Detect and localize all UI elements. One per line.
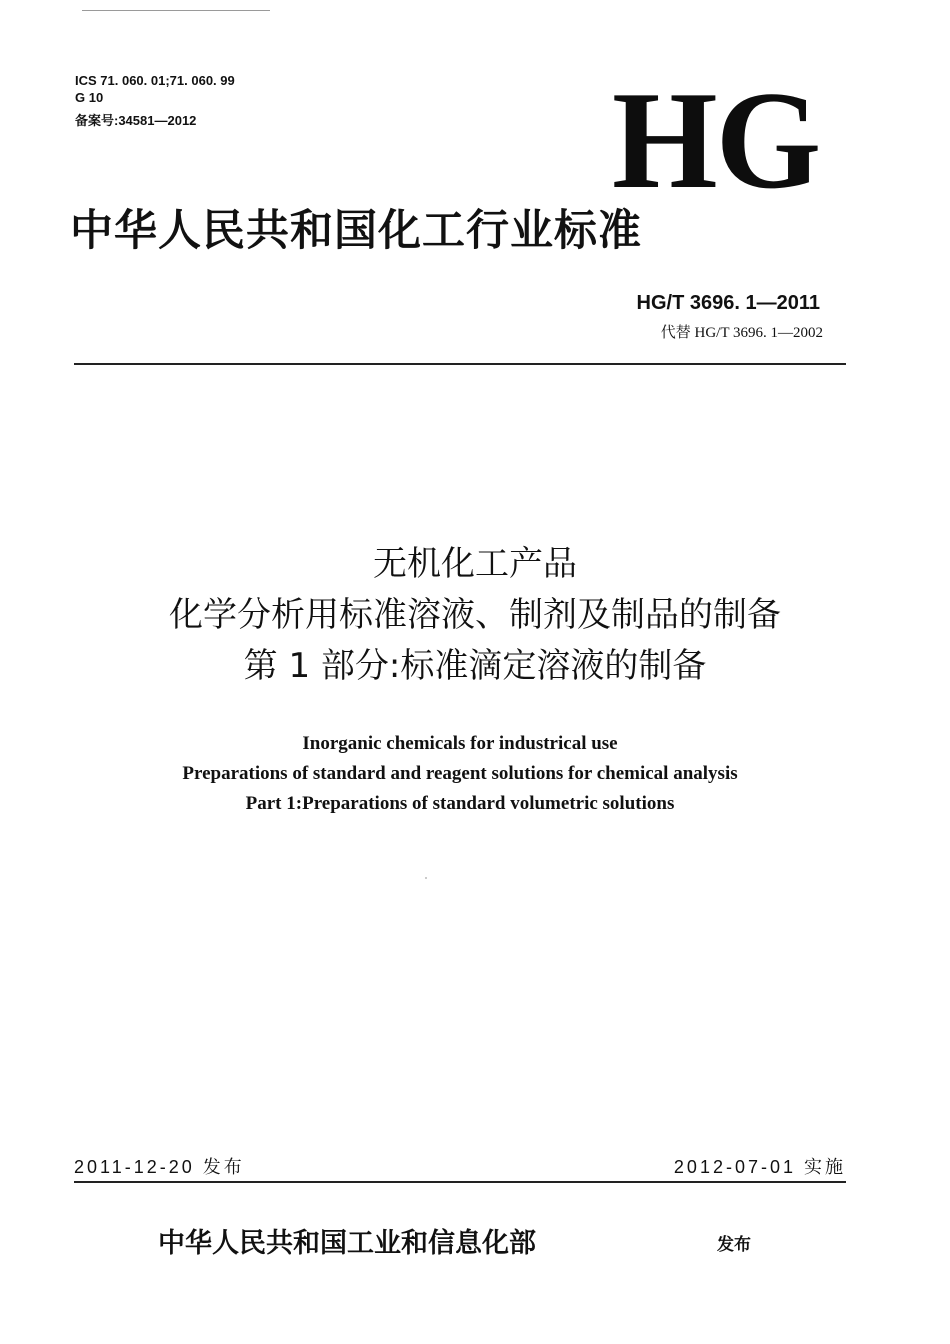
issue-date: 2011-12-20 发布 [74,1157,245,1177]
record-number: 备案号:34581—2012 [75,113,197,128]
top-decorative-rule [82,10,270,11]
replaces-standard: 代替 HG/T 3696. 1—2002 [660,325,823,341]
hg-logo: HG [612,63,820,218]
implementation-date: 2012-07-01 实施 [673,1157,846,1177]
title-en-line3: Part 1:Preparations of standard volumetric solutions [245,793,675,814]
title-cn-line3: 第 1 部分:标准滴定溶液的制备 [243,646,707,686]
standard-category-title: 中华人民共和国化工行业标准 [70,206,642,256]
standard-number: HG/T 3696. 1—2011 [636,292,820,314]
title-en-line1: Inorganic chemicals for industrical use [302,733,618,754]
footer-divider [74,1181,846,1183]
title-en-line2: Preparations of standard and reagent solutions for chemical analysis [182,763,738,784]
title-cn-line1: 无机化工产品 [373,544,577,584]
title-cn-line2: 化学分析用标准溶液、制剂及制品的制备 [169,595,781,635]
ics-code: ICS 71. 060. 01;71. 060. 99 [75,73,235,88]
scan-speck [425,877,427,879]
classification-code: G 10 [75,90,104,105]
issuing-action: 发布 [717,1235,751,1255]
issuing-authority: 中华人民共和国工业和信息化部 [158,1228,536,1259]
header-divider [74,363,846,365]
